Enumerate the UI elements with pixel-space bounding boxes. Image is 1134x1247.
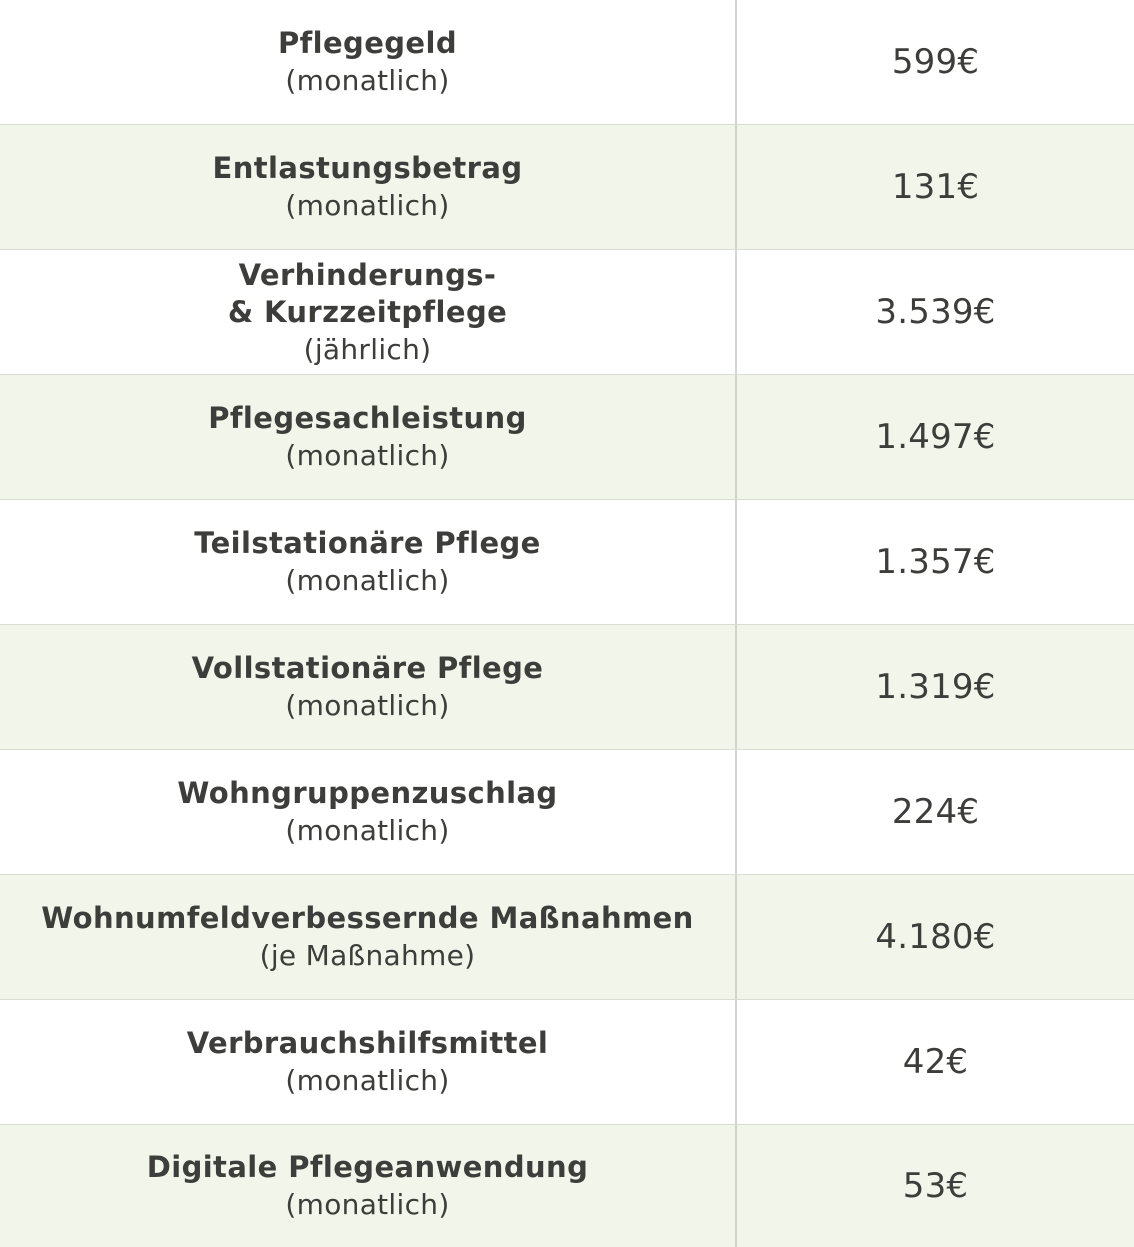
benefit-title: Pflegesachleistung [208,401,527,435]
benefit-title: Wohnumfeldverbessernde Maßnahmen [41,901,694,935]
benefit-title: Vollstationäre Pflege [191,651,544,685]
table-row [0,500,1134,625]
table-row [0,125,1134,250]
benefit-period: (monatlich) [285,814,450,847]
benefit-period: (monatlich) [285,689,450,722]
benefit-label-cell [0,125,737,249]
benefit-label-cell [0,1125,737,1247]
benefit-label-cell [0,500,737,624]
benefit-period: (jährlich) [303,332,432,366]
benefit-label-cell [0,625,737,749]
benefit-label-cell [0,0,737,124]
benefit-label-cell [0,875,737,999]
benefit-title: Digitale Pflegeanwendung [146,1150,589,1184]
benefit-amount: 3.539€ [875,292,996,332]
table-row [0,1000,1134,1125]
benefit-period: (monatlich) [285,189,450,222]
benefit-amount: 53€ [902,1166,969,1206]
benefit-period: (monatlich) [285,1188,450,1221]
benefit-amount: 4.180€ [875,917,996,957]
benefit-title: Teilstationäre Pflege [194,526,541,560]
benefit-period: (monatlich) [285,564,450,597]
benefit-period: (je Maßnahme) [259,939,476,972]
benefit-label-cell [0,375,737,499]
benefit-period: (monatlich) [285,64,450,97]
table-row [0,625,1134,750]
table-row [0,750,1134,875]
benefit-label-cell [0,1000,737,1124]
benefit-amount: 42€ [902,1042,969,1082]
benefit-period: (monatlich) [285,1064,450,1097]
benefit-title-continued: & Kurzzeitpflege [227,294,508,329]
benefit-title: Verhinderungs- [238,257,497,292]
benefit-amount: 131€ [891,167,980,207]
benefit-title: Wohngruppenzuschlag [177,776,558,810]
benefit-label-cell [0,250,737,374]
benefit-title: Entlastungsbetrag [212,151,523,185]
benefit-title: Verbrauchshilfsmittel [186,1026,549,1060]
benefit-amount: 1.497€ [875,417,996,457]
table-row [0,0,1134,125]
benefit-amount: 1.319€ [875,667,996,707]
table-row [0,875,1134,1000]
benefit-amount: 1.357€ [875,542,996,582]
benefit-amount: 224€ [891,792,980,832]
table-row [0,1125,1134,1247]
benefit-period: (monatlich) [285,439,450,472]
table-row [0,250,1134,375]
table-row [0,375,1134,500]
benefit-title: Pflegegeld [277,26,458,60]
benefit-label-cell [0,750,737,874]
benefit-amount: 599€ [891,42,980,82]
